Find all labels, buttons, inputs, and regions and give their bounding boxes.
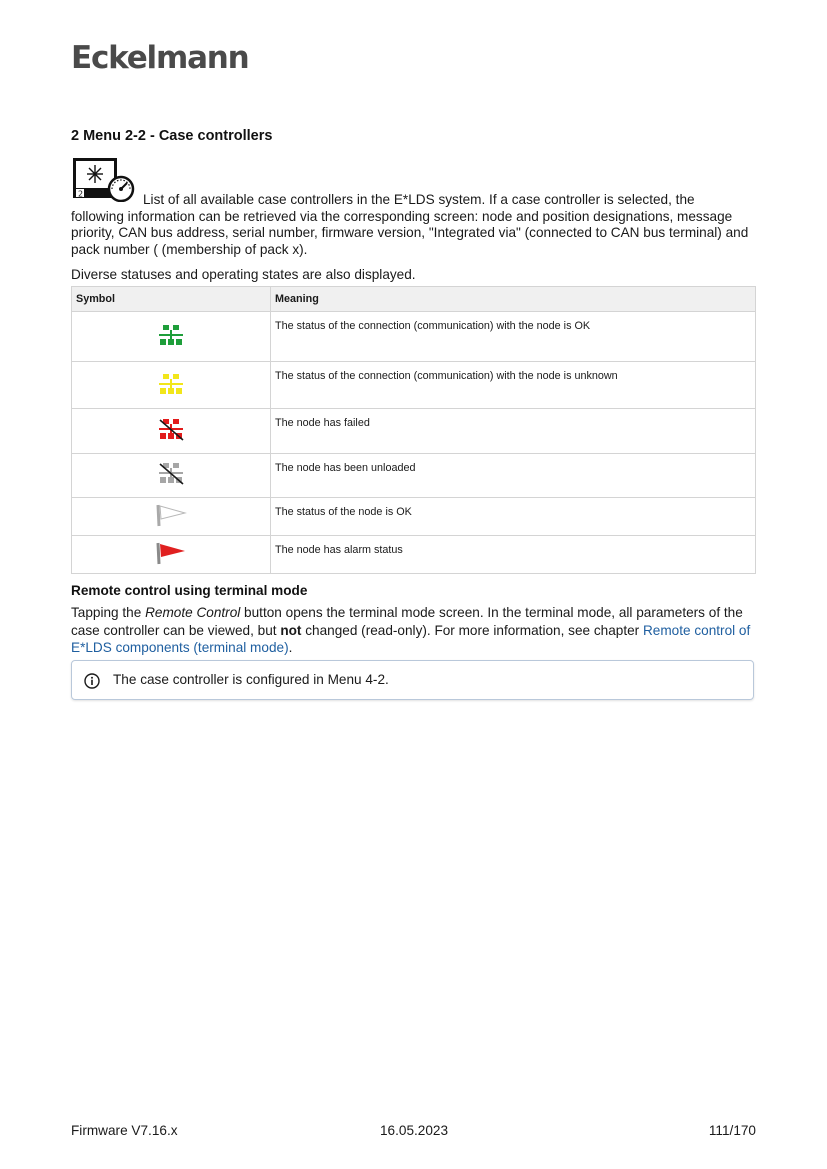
footer-page-number: 111/170: [708, 1123, 756, 1138]
footer-firmware: Firmware V7.16.x: [71, 1123, 178, 1138]
info-note-box: [71, 660, 754, 700]
meaning-cell: The node has been unloaded: [271, 454, 756, 498]
network-ok-icon: [158, 325, 184, 345]
flag-ok-icon: [154, 503, 188, 527]
network-failed-icon: [158, 419, 184, 441]
intro-paragraph: List of all available case controllers in the E*LDS system. If a case controller is selected, the following information can be retrieved via the corresponding screen: node and position designations, message priority, CAN bus address, serial number, firmware version, "Integrated via" (connected to CAN bus terminal) and pack number ( (membership of pack x).: [71, 192, 749, 257]
header-meaning: Meaning: [271, 287, 756, 312]
symbol-cell: [72, 498, 271, 536]
table-row: [72, 536, 756, 574]
meaning-cell: The node has failed: [271, 409, 756, 454]
info-icon: [84, 673, 100, 689]
meaning-cell: The status of the connection (communication) with the node is OK: [271, 312, 756, 362]
terminal-mode-chapter-link[interactable]: Remote control of E*LDS components (terminal mode): [71, 622, 751, 655]
flag-alarm-icon: [154, 541, 188, 565]
network-unknown-icon: [158, 374, 184, 394]
table-row: [72, 454, 756, 498]
table-row: [72, 498, 756, 536]
not-emphasis: not: [280, 622, 302, 638]
header-symbol: Symbol: [72, 287, 271, 312]
table-row: [72, 362, 756, 409]
status-symbol-table: [71, 286, 756, 574]
note-text: The case controller is configured in Menu 4-2.: [113, 672, 389, 687]
remote-control-term: Remote Control: [145, 605, 241, 620]
table-row: [72, 409, 756, 454]
eckelmann-logo: Eckelmann: [71, 40, 249, 76]
symbol-cell: [72, 362, 271, 409]
meaning-cell: The status of the node is OK: [271, 498, 756, 536]
table-header-row: [72, 287, 756, 312]
meaning-cell: The status of the connection (communication) with the node is unknown: [271, 362, 756, 409]
symbol-cell: [72, 536, 271, 574]
section-heading: 2 Menu 2-2 - Case controllers: [71, 128, 273, 144]
symbol-cell: [72, 454, 271, 498]
diverse-statuses-text: Diverse statuses and operating states are also displayed.: [71, 267, 416, 282]
symbol-cell: [72, 312, 271, 362]
network-unloaded-icon: [158, 463, 184, 485]
menu-number: 2: [78, 189, 84, 199]
symbol-cell: [72, 409, 271, 454]
meaning-cell: The node has alarm status: [271, 536, 756, 574]
remote-control-paragraph: Tapping the Remote Control button opens the terminal mode screen. In the terminal mode, all parameters of the case controller can be viewed, but not changed (read-only). For more information, see chapter Remote control of E*LDS components (terminal mode).: [71, 605, 751, 655]
table-row: [72, 312, 756, 362]
footer-date: 16.05.2023: [380, 1123, 449, 1138]
remote-control-heading: Remote control using terminal mode: [71, 583, 308, 598]
